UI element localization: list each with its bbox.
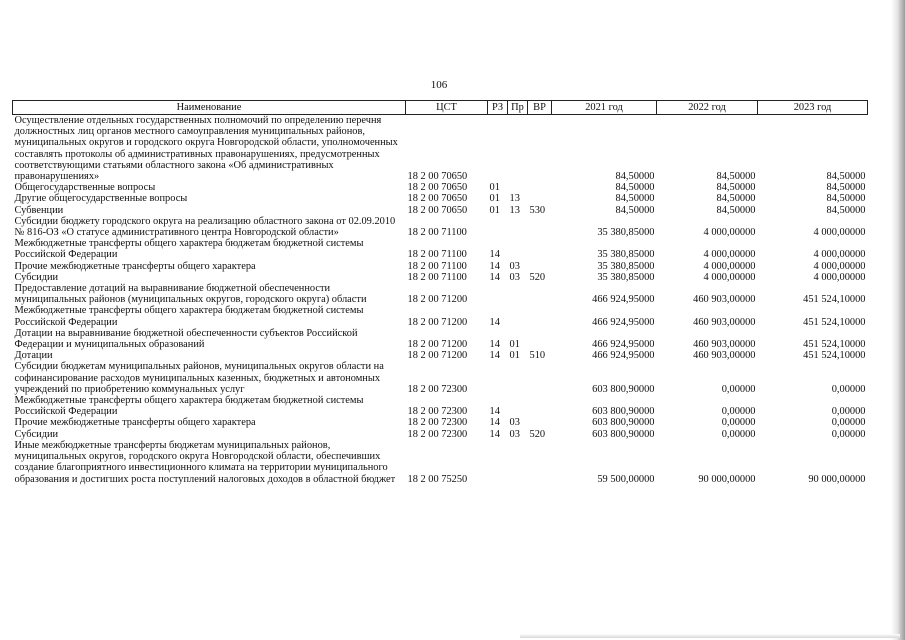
- table-row: [13, 350, 868, 361]
- cell-pr: [508, 283, 528, 305]
- cell-rz: [488, 216, 508, 238]
- cell-rz: 14: [489, 271, 500, 283]
- cell-vr: [528, 193, 552, 204]
- cell-vr: 520: [529, 428, 546, 440]
- cell-2022: 460 903,00000: [693, 339, 756, 351]
- cell-2022: 4 000,00000: [703, 249, 756, 261]
- cell-name: Дотации на выравнивание бюджетной обеспеченности субъектов Российской Федерации и муниципальных образований: [14, 327, 358, 351]
- cell-2022: 90 000,00000: [698, 473, 756, 485]
- cell-2022: 84,50000: [716, 193, 756, 205]
- table-row: [13, 261, 868, 272]
- cell-2021: 603 800,90000: [592, 428, 655, 440]
- cell-2023: 84,50000: [826, 193, 866, 205]
- cell-vr: [528, 283, 552, 305]
- cell-2022: 460 903,00000: [693, 294, 756, 306]
- cell-cst: 18 2 00 70650: [407, 193, 468, 205]
- cell-cst: 18 2 00 71100: [407, 260, 467, 272]
- cell-rz: [488, 440, 508, 485]
- cell-name: Субвенции: [14, 204, 64, 216]
- cell-cst: 18 2 00 71100: [407, 271, 467, 283]
- cell-name: Дотации: [14, 350, 53, 362]
- cell-rz: 01: [489, 193, 500, 205]
- cell-vr: [528, 440, 552, 485]
- cell-vr: [528, 395, 552, 417]
- cell-pr: 03: [509, 417, 520, 429]
- cell-cst: 18 2 00 72300: [407, 383, 468, 395]
- cell-pr: 03: [509, 271, 520, 283]
- cell-2021: 466 924,95000: [592, 316, 655, 328]
- scan-bottom-shadow: [520, 634, 900, 638]
- cell-pr: 13: [509, 193, 520, 205]
- table-row: [13, 328, 868, 350]
- cell-cst: 18 2 00 71100: [407, 227, 467, 239]
- col-header-2021: 2021 год: [552, 101, 657, 115]
- cell-vr: [528, 328, 552, 350]
- cell-2022: 84,50000: [716, 171, 756, 183]
- cell-2023: 4 000,00000: [813, 271, 866, 283]
- cell-pr: [508, 238, 528, 260]
- cell-name: Субсидии бюджетам муниципальных районов, муниципальных округов области на софинансирование расходов муниципальных казенных, бюджетных и автономных учреждений по приобретению коммунальных услуг: [14, 361, 384, 395]
- table-row: [13, 395, 868, 417]
- table-row: [13, 205, 868, 216]
- cell-name: Прочие межбюджетные трансферты общего характера: [14, 260, 256, 272]
- col-header-pr: Пр: [508, 101, 528, 115]
- col-header-rz: РЗ: [488, 101, 508, 115]
- cell-rz: 01: [489, 204, 500, 216]
- cell-cst: 18 2 00 70650: [407, 204, 468, 216]
- cell-2023: 90 000,00000: [808, 473, 866, 485]
- cell-2023: 4 000,00000: [813, 227, 866, 239]
- cell-rz: 14: [489, 260, 500, 272]
- cell-pr: 01: [509, 350, 520, 362]
- cell-rz: 14: [489, 406, 500, 418]
- cell-name: Осуществление отдельных государственных полномочий по определению перечня должностных лиц органов местного самоуправления муниципальных районов, муниципальных округов и городского округа Новгородской области, уполномоченных составлять протоколы об административных правонарушениях, предусмотренных соответствующими статьями областного закона «Об административных правонарушениях»: [14, 115, 398, 183]
- cell-pr: [508, 361, 528, 395]
- cell-pr: 03: [509, 260, 520, 272]
- table-row: [13, 429, 868, 440]
- cell-vr: 520: [529, 271, 546, 283]
- cell-2021: 35 380,85000: [597, 260, 655, 272]
- cell-rz: [488, 361, 508, 395]
- budget-table: [12, 100, 868, 485]
- cell-cst: 18 2 00 71200: [407, 316, 468, 328]
- cell-2021: 59 500,00000: [597, 473, 655, 485]
- cell-name: Общегосударственные вопросы: [14, 182, 156, 194]
- cell-name: Межбюджетные трансферты общего характера бюджетам бюджетной системы Российской Федерации: [14, 238, 364, 261]
- cell-rz: 14: [489, 339, 500, 351]
- table-row: [13, 193, 868, 204]
- table-row: [13, 272, 868, 283]
- cell-2023: 84,50000: [826, 204, 866, 216]
- cell-2023: 0,00000: [831, 383, 866, 395]
- col-header-name: Наименование: [13, 101, 406, 115]
- cell-2022: 0,00000: [721, 406, 756, 418]
- cell-2022: 0,00000: [721, 383, 756, 395]
- table-row: [13, 216, 868, 238]
- table-row: [13, 283, 868, 305]
- cell-2022: 84,50000: [716, 204, 756, 216]
- cell-vr: [528, 216, 552, 238]
- col-header-cst: ЦСТ: [406, 101, 488, 115]
- cell-vr: [528, 361, 552, 395]
- cell-2021: 35 380,85000: [597, 227, 655, 239]
- cell-vr: [528, 417, 552, 428]
- cell-pr: [508, 115, 528, 183]
- cell-pr: [508, 305, 528, 327]
- cell-2022: 0,00000: [721, 417, 756, 429]
- cell-2022: 460 903,00000: [693, 316, 756, 328]
- cell-2023: 0,00000: [831, 406, 866, 418]
- cell-vr: [528, 261, 552, 272]
- cell-pr: [508, 440, 528, 485]
- cell-rz: [488, 283, 508, 305]
- cell-rz: 14: [489, 428, 500, 440]
- cell-2021: 35 380,85000: [597, 249, 655, 261]
- page-number: 106: [430, 79, 448, 91]
- cell-2021: 603 800,90000: [592, 383, 655, 395]
- cell-pr: 01: [509, 339, 520, 351]
- cell-pr: 03: [509, 428, 520, 440]
- cell-2021: 466 924,95000: [592, 350, 655, 362]
- table-row: [13, 305, 868, 327]
- cell-2023: 4 000,00000: [813, 249, 866, 261]
- col-header-vr: ВР: [528, 101, 552, 115]
- cell-2023: 451 524,10000: [803, 350, 866, 362]
- cell-vr: [528, 305, 552, 327]
- scan-edge-shadow: [891, 0, 905, 640]
- cell-2023: 451 524,10000: [803, 294, 866, 306]
- table-header-row: [13, 101, 868, 115]
- table-row: [13, 361, 868, 395]
- cell-2023: 451 524,10000: [803, 316, 866, 328]
- cell-cst: 18 2 00 71200: [407, 339, 468, 351]
- table-row: [13, 115, 868, 183]
- cell-name: Другие общегосударственные вопросы: [14, 193, 188, 205]
- cell-2021: 84,50000: [615, 171, 655, 183]
- cell-pr: [508, 216, 528, 238]
- cell-cst: 18 2 00 71100: [407, 249, 467, 261]
- cell-rz: 14: [489, 249, 500, 261]
- cell-cst: 18 2 00 72300: [407, 406, 468, 418]
- cell-name: Предоставление дотаций на выравнивание бюджетной обеспеченности муниципальных районов (муниципальных округов, городского округа) области: [14, 283, 367, 306]
- cell-2022: 84,50000: [716, 182, 756, 194]
- cell-2023: 4 000,00000: [813, 260, 866, 272]
- table-row: [13, 440, 868, 485]
- cell-name: Субсидии бюджету городского округа на реализацию областного закона от 02.09.2010 № 816-ОЗ «О статусе административного центра Новгородской области»: [14, 215, 396, 239]
- cell-cst: 18 2 00 75250: [407, 473, 468, 485]
- cell-2023: 451 524,10000: [803, 339, 866, 351]
- cell-pr: [508, 182, 528, 193]
- cell-2021: 35 380,85000: [597, 271, 655, 283]
- cell-2021: 466 924,95000: [592, 339, 655, 351]
- cell-2022: 460 903,00000: [693, 350, 756, 362]
- cell-2021: 603 800,90000: [592, 406, 655, 418]
- cell-cst: 18 2 00 72300: [407, 428, 468, 440]
- cell-rz: [488, 115, 508, 183]
- cell-name: Межбюджетные трансферты общего характера бюджетам бюджетной системы Российской Федерации: [14, 305, 364, 328]
- cell-vr: [528, 115, 552, 183]
- table-row: [13, 182, 868, 193]
- cell-vr: 510: [529, 350, 546, 362]
- cell-2021: 84,50000: [615, 182, 655, 194]
- cell-2022: 0,00000: [721, 428, 756, 440]
- cell-2022: 4 000,00000: [703, 271, 756, 283]
- cell-2021: 603 800,90000: [592, 417, 655, 429]
- cell-name: Субсидии: [14, 271, 59, 283]
- cell-rz: 14: [489, 417, 500, 429]
- cell-2023: 84,50000: [826, 171, 866, 183]
- cell-name: Межбюджетные трансферты общего характера бюджетам бюджетной системы Российской Федерации: [14, 395, 364, 418]
- cell-rz: 14: [489, 316, 500, 328]
- cell-2023: 0,00000: [831, 417, 866, 429]
- cell-cst: 18 2 00 72300: [407, 417, 468, 429]
- cell-vr: [528, 238, 552, 260]
- cell-cst: 18 2 00 70650: [407, 182, 468, 194]
- cell-2022: 4 000,00000: [703, 227, 756, 239]
- cell-2023: 0,00000: [831, 428, 866, 440]
- cell-2022: 4 000,00000: [703, 260, 756, 272]
- cell-cst: 18 2 00 71200: [407, 294, 468, 306]
- cell-vr: 530: [529, 204, 546, 216]
- cell-rz: 01: [489, 182, 500, 194]
- cell-vr: [528, 182, 552, 193]
- cell-name: Иные межбюджетные трансферты бюджетам муниципальных районов, муниципальных округов, городского округа Новгородской области, обеспечивших создание благоприятного инвестиционного климата на территории муниципального образования и достигших роста поступлений налоговых доходов в областной бюджет: [14, 439, 396, 485]
- table-row: [13, 417, 868, 428]
- cell-2021: 84,50000: [615, 204, 655, 216]
- cell-cst: 18 2 00 70650: [407, 171, 468, 183]
- table-row: [13, 238, 868, 260]
- cell-rz: 14: [489, 350, 500, 362]
- cell-name: Прочие межбюджетные трансферты общего характера: [14, 417, 256, 429]
- cell-2023: 84,50000: [826, 182, 866, 194]
- cell-name: Субсидии: [14, 428, 59, 440]
- col-header-2023: 2023 год: [758, 101, 868, 115]
- cell-pr: [508, 395, 528, 417]
- cell-2021: 466 924,95000: [592, 294, 655, 306]
- col-header-2022: 2022 год: [657, 101, 758, 115]
- cell-2021: 84,50000: [615, 193, 655, 205]
- cell-cst: 18 2 00 71200: [407, 350, 468, 362]
- cell-pr: 13: [509, 204, 520, 216]
